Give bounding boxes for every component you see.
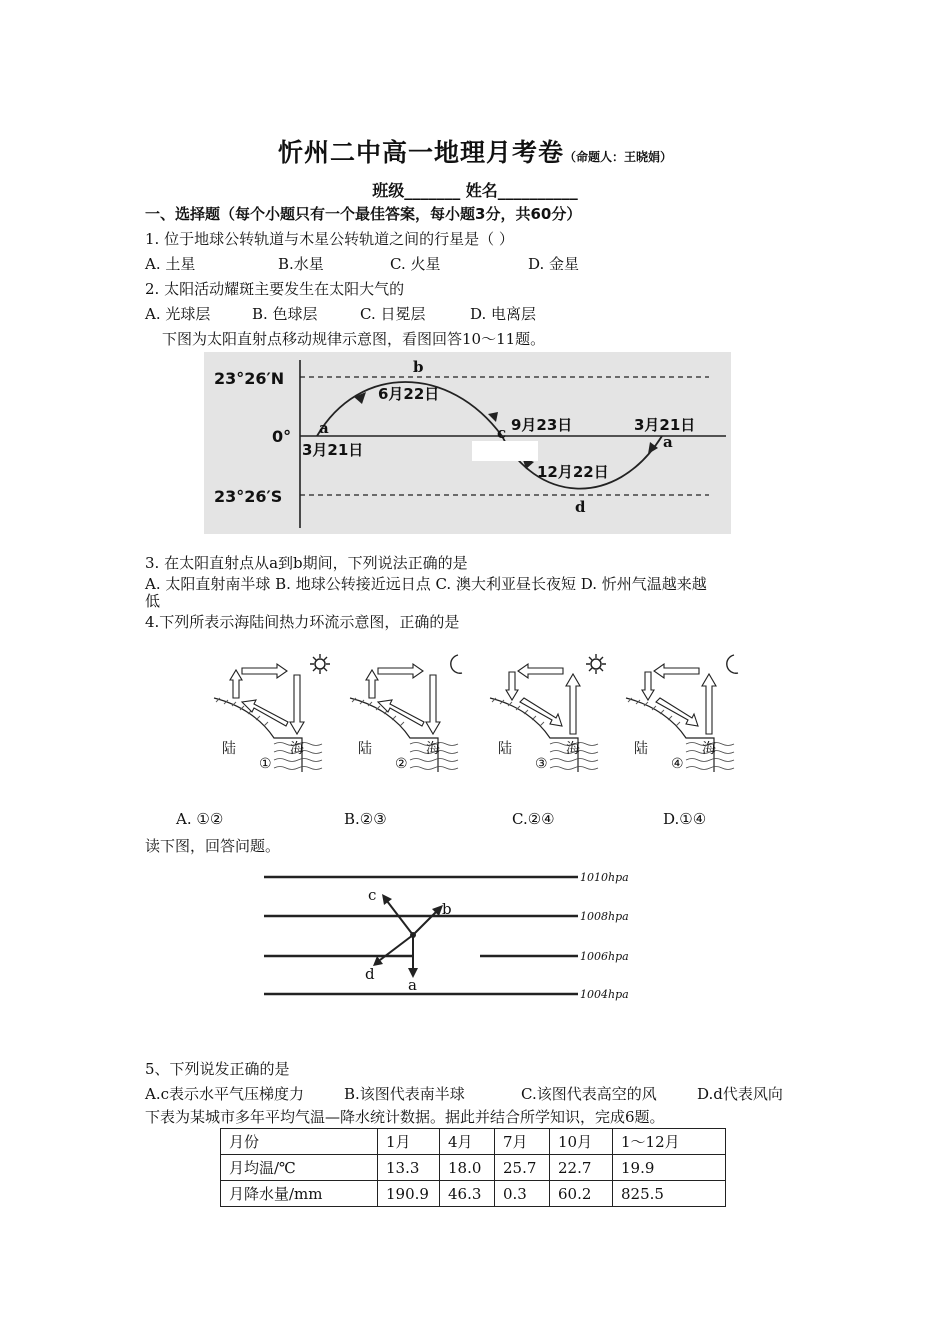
q5-option-d: D.d代表风向 [697,1085,783,1103]
point-a2-label: a [663,433,673,451]
class-name-line: 班级_______ 姓名__________ [372,181,578,200]
sea-label: 海 [566,741,580,757]
author-note: （命题人：王晓娟） [564,150,673,164]
table-cell: 46.3 [440,1181,495,1207]
date-d-label: 12月22日 [537,463,609,481]
circulation-panel-1 [214,654,330,772]
sun-direct-point-diagram [204,352,731,534]
table-cell: 825.5 [613,1181,726,1207]
section-heading: 一、选择题（每个小题只有一个最佳答案，每小题3分，共60分） [145,205,582,223]
q5-option-c: C.该图代表高空的风 [521,1085,657,1103]
moon-icon [727,655,738,673]
date-c-label: 9月23日 [511,416,573,434]
isobar-label-1008: 1008hpa [580,910,629,923]
vector-label-b: b [442,900,452,918]
table-header-row [221,1129,726,1155]
sun-figure-intro: 下图为太阳直射点移动规律示意图，看图回答10～11题。 [162,330,546,348]
q4-option-c: C.②④ [512,810,555,828]
point-d-label: d [575,498,586,516]
q1-option-c: C. 火星 [390,255,441,273]
table-row [221,1181,726,1207]
isobar-label-1010: 1010hpa [580,871,629,884]
arrowhead-c [382,894,392,905]
table-cell: 0.3 [495,1181,550,1207]
point-c-label: c [497,424,507,442]
date-a2-label: 3月21日 [634,416,696,434]
table-cell: 18.0 [440,1155,495,1181]
table-cell: 190.9 [378,1181,440,1207]
climate-table [220,1128,726,1207]
q2-stem: 2. 太阳活动耀斑主要发生在太阳大气的 [145,280,405,298]
q2-option-a: A. 光球层 [145,305,211,323]
isobar-wind-diagram [262,862,642,1007]
table-cell: 25.7 [495,1155,550,1181]
vector-label-c: c [368,886,377,904]
q2-option-b: B. 色球层 [252,305,318,323]
table-intro: 下表为某城市多年平均气温—降水统计数据。据此并结合所学知识，完成6题。 [145,1108,665,1126]
q5-stem: 5、下列说发正确的是 [145,1060,290,1078]
moon-icon [451,655,462,673]
point-b-label: b [413,358,424,376]
white-patch [472,441,538,461]
panel-number: ① [259,756,272,772]
header-cell: 7月 [495,1129,550,1155]
sea-label: 海 [290,741,304,757]
land-label: 陆 [222,741,236,757]
sea-label: 海 [426,741,440,757]
q1-option-d: D. 金星 [528,255,580,273]
q1-option-a: A. 土星 [145,255,196,273]
table-row [221,1155,726,1181]
vector-label-a: a [408,976,417,994]
thermal-circulation-figures [212,650,742,780]
panel-number: ② [395,756,408,772]
table-cell: 60.2 [550,1181,613,1207]
point-a-label: a [319,419,329,437]
q5-option-b: B.该图代表南半球 [344,1085,465,1103]
q4-stem: 4.下列所表示海陆间热力环流示意图，正确的是 [145,613,460,631]
isobar-label-1004: 1004hpa [580,988,629,1001]
q4-option-d: D.①④ [663,810,707,828]
date-a-label: 3月21日 [302,441,364,459]
circulation-panel-3 [490,654,606,772]
q3-stem: 3. 在太阳直射点从a到b期间，下列说法正确的是 [145,554,468,572]
table-cell: 月均温/℃ [221,1155,378,1181]
q2-option-c: C. 日冕层 [360,305,426,323]
q1-stem: 1. 位于地球公转轨道与木星公转轨道之间的行星是（ ） [145,230,514,248]
lat-north-label: 23°26′N [214,369,285,388]
circulation-panel-2 [350,655,462,772]
isobar-label-1006: 1006hpa [580,950,629,963]
q1-option-b: B.水星 [278,255,324,273]
land-label: 陆 [498,741,512,757]
q3-options-wrap: 低 [145,592,161,610]
q2-option-d: D. 电离层 [470,305,537,323]
sun-icon [586,654,606,674]
table-cell: 19.9 [613,1155,726,1181]
exam-title: 忻州二中高一地理月考卷 [277,138,564,167]
header-cell: 1月 [378,1129,440,1155]
panel-number: ③ [535,756,548,772]
q4-option-b: B.②③ [344,810,387,828]
table-cell: 月降水量/mm [221,1181,378,1207]
panel-number: ④ [671,756,684,772]
land-label: 陆 [358,741,372,757]
sun-icon [310,654,330,674]
q3-options: A. 太阳直射南半球 B. 地球公转接近远日点 C. 澳大利亚昼长夜短 D. 忻州气温越来越 [145,575,707,593]
date-b-label: 6月22日 [378,385,440,403]
page-title [0,133,950,169]
header-cell: 1～12月 [613,1129,726,1155]
sea-label: 海 [702,741,716,757]
pressure-figure-intro: 读下图，回答问题。 [145,837,281,855]
q4-option-a: A. ①② [176,810,224,828]
table-cell: 22.7 [550,1155,613,1181]
header-cell: 10月 [550,1129,613,1155]
q5-option-a: A.c表示水平气压梯度力 [145,1085,305,1103]
vector-c [387,901,413,935]
header-cell: 月份 [221,1129,378,1155]
circulation-panel-4 [626,655,738,772]
lat-south-label: 23°26′S [214,487,283,506]
lat-zero-label: 0° [272,427,292,446]
table-cell: 13.3 [378,1155,440,1181]
header-cell: 4月 [440,1129,495,1155]
vector-label-d: d [365,965,375,983]
land-label: 陆 [634,741,648,757]
